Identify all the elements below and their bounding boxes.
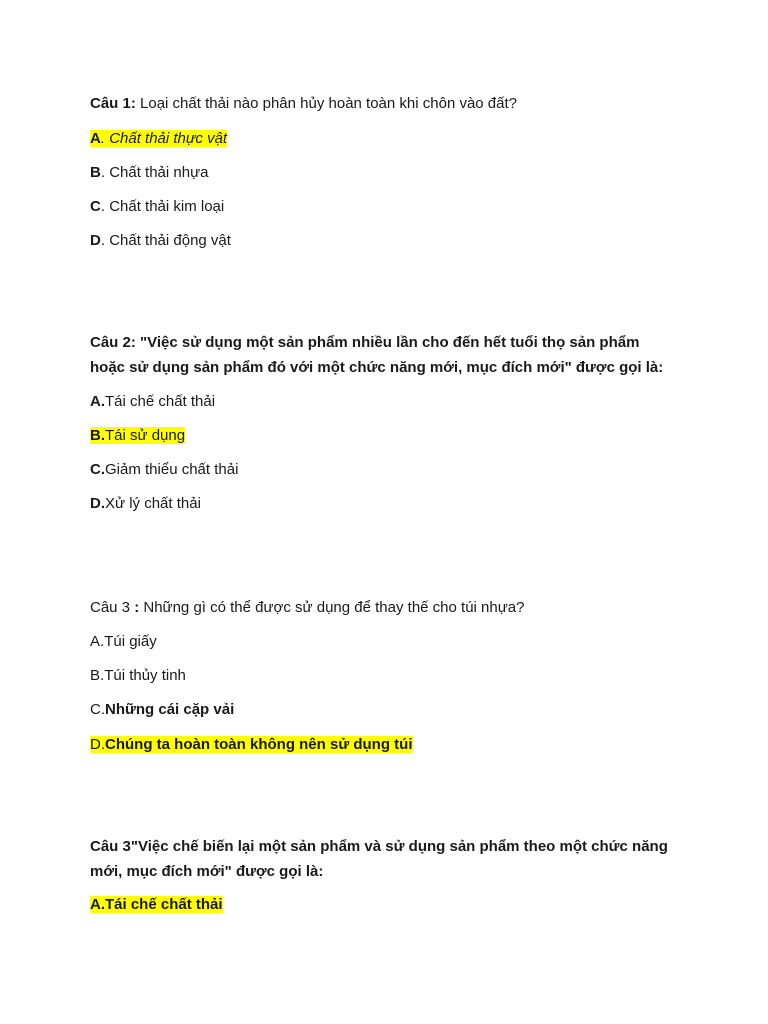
question-4-title-line-1: [90, 837, 668, 857]
question-1-option-b: B. Chất thải nhựa: [90, 164, 209, 181]
highlighted-answer: A. Chất thải thực vật: [90, 130, 228, 147]
question-text: "Việc chế biến lại một sản phẩm và sử dụng sản phẩm theo một chức năng: [130, 838, 668, 855]
question-label: Câu 3: [90, 838, 131, 855]
question-1-option-d: D. Chất thải động vật: [90, 232, 231, 249]
question-3-option-a: A.Túi giấy: [90, 633, 157, 650]
question-text: Những gì có thể được sử dụng để thay thế cho túi nhựa?: [143, 599, 525, 616]
question-3-title: Câu 3 : Những gì có thể được sử dụng để thay thế cho túi nhựa?: [90, 599, 525, 616]
question-text: "Việc sử dụng một sản phẩm nhiều lần cho đến hết tuổi thọ sản phẩm: [140, 334, 640, 351]
highlighted-answer: B.Tái sử dụng: [90, 427, 186, 444]
question-3-option-c: C.Những cái cặp vải: [90, 701, 235, 718]
highlighted-answer: D.Chúng ta hoàn toàn không nên sử dụng túi: [90, 736, 413, 753]
question-2-title-line-1: Câu 2: "Việc sử dụng một sản phẩm nhiều lần cho đến hết tuổi thọ sản phẩm: [90, 334, 640, 351]
question-2-option-a: A.Tái chế chất thải: [90, 393, 216, 410]
question-text: Loại chất thải nào phân hủy hoàn toàn khi chôn vào đất?: [140, 95, 517, 112]
question-label: Câu 3: [90, 599, 135, 616]
question-3-option-d: [90, 735, 413, 755]
question-2-option-d: D.Xử lý chất thải: [90, 495, 201, 512]
question-1-option-c: C. Chất thải kim loại: [90, 198, 225, 215]
question-label: Câu 1: [90, 95, 131, 112]
question-2-option-b: [90, 426, 185, 446]
question-1-option-a: [90, 129, 227, 149]
question-2-option-c: C.Giảm thiểu chất thải: [90, 461, 239, 478]
question-label: Câu 2: [90, 334, 131, 351]
question-4-option-a: [90, 895, 223, 915]
question-3-option-b: B.Túi thủy tinh: [90, 667, 186, 684]
question-2-title-line-2: hoặc sử dụng sản phẩm đó với một chức năng mới, mục đích mới" được gọi là:: [90, 359, 664, 376]
question-4-title-line-2: mới, mục đích mới" được gọi là:: [90, 863, 324, 880]
highlighted-answer: A.Tái chế chất thải: [90, 896, 223, 913]
question-1-title: Câu 1: Loại chất thải nào phân hủy hoàn toàn khi chôn vào đất?: [90, 95, 517, 112]
